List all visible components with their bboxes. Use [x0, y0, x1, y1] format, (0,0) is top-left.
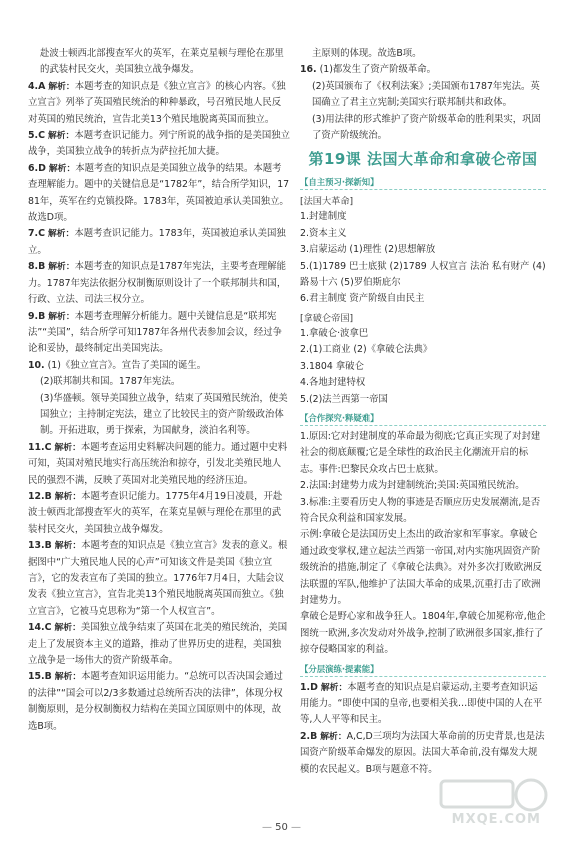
answer-line: 2.法国:封建势力成为封建制统治;美国:英国殖民统治。	[300, 480, 525, 492]
answer-paragraph	[28, 440, 290, 489]
answer-number: 9.B	[28, 310, 46, 322]
answer-text: (2)英国颁布了《权利法案》;美国颁布1787年宪法。英国确立了君主立宪制;美国实行联邦制共和政体。	[312, 80, 540, 109]
left-column	[28, 46, 290, 735]
answer-text: 本题考查识记能力。1775年4月19日凌晨，开赴波士顿西北部搜查军火的英军，在莱克星顿与理伦在那里的武装村民交火，美国独立战争爆发。	[28, 490, 283, 535]
answer-line: 示例:拿破仑是法国历史上杰出的政治家和军事家。拿破仑通过政变掌权,建立起法兰西第一帝国,对内实施巩固资产阶级统治的措施,制定了《拿破仑法典》。对外多次打败欧洲反法联盟的军队,他维护了法国大革命的成果,沉重打击了欧洲封建势力。	[300, 529, 543, 606]
answer-line: 1.封建制度	[300, 211, 347, 223]
answer-paragraph	[28, 161, 290, 227]
answer-number: 14.C	[28, 622, 52, 634]
subsection-french-revolution: [法国大革命]	[300, 196, 354, 208]
answer-text: 本题考查的知识点是《独立宣言》发表的意义。根据图中“广大殖民地人民的心声”可知该文件是美国《独立宣言》，它的发表宣布了美国的独立。1776年7月4日，大陆会议发表《独立宣言》，宣告北美13个殖民地脱离英国而独立。《独立宣言》，它被马克思称为“第一个人权宣言”。	[28, 540, 288, 617]
analysis-label: 解析：	[54, 491, 82, 502]
answer-line: 拿破仑是野心家和战争狂人。1804年,拿破仑加冕称帝,他企图统一欧洲,多次发动对外战争,控制了欧洲很多国家,推行了掠夺侵略国家的利益。	[300, 611, 546, 656]
answer-text: 本题考查运用史料解决问题的能力。通过题中史料可知，英国对殖民地实行高压统治和掠夺，引发北美殖民地人民的强烈不满，反映了英国对北美殖民地的经济压迫。	[28, 441, 288, 486]
lesson-title: 第19课 法国大革命和拿破仑帝国	[308, 150, 538, 169]
analysis-label: 解析：	[320, 731, 347, 742]
section-header-preview: 【自主预习·探新知】	[300, 175, 546, 190]
answer-paragraph	[28, 46, 290, 79]
answer-paragraph	[28, 489, 290, 538]
explore-answers	[300, 429, 546, 659]
answer-text: 美国独立战争结束了英国在北美的殖民统治，美国走上了发展资本主义的道路，推动了世界历史的进程，美国独立战争是一场伟大的资产阶级革命。	[28, 622, 288, 667]
answer-paragraph	[28, 226, 290, 259]
answer-text: 赴波士顿西北部搜查军火的英军，在莱克星顿与理伦在那里的武装村民交火，美国独立战争爆发。	[40, 48, 284, 76]
answer-16-block	[300, 46, 546, 144]
analysis-label: 解析：	[47, 229, 75, 240]
section-header-explore: 【合作探究·释疑难】	[300, 411, 546, 426]
analysis-label: 解析：	[54, 442, 81, 453]
answer-line: 1.拿破仑·波拿巴	[300, 327, 369, 339]
answer-paragraph	[28, 358, 290, 374]
answer-number: 8.B	[28, 261, 46, 273]
answer-number: 6.D	[28, 162, 46, 174]
answer-paragraph	[28, 128, 290, 161]
answer-text: 本题考查的知识点是1787年宪法，主要考查理解能力。1787年宪法依据分权制衡原则设计了一个联邦制共和国，行政、立法、司法三权分立。	[28, 261, 287, 306]
answer-line: 6.君主制度 资产阶级自由民主	[300, 293, 425, 305]
answer-text: 主原则的体现。故选B项。	[312, 48, 422, 59]
answer-number: 10.	[28, 359, 45, 371]
answer-number: 16.	[300, 64, 317, 76]
answer-paragraph	[28, 391, 290, 440]
answer-text: (1)都发生了资产阶级革命。	[319, 64, 436, 76]
answer-text: 本题考查知识运用能力。“总统可以否决国会通过的法律”“国会可以2/3多数通过总统所否决的法律”，体现分权制衡原则，是分权制衡权力结构在美国立国原则中的体现，故选B项。	[28, 671, 283, 732]
answer-line: 1.原因:它对封建制度的革命最为彻底;它真正实现了对封建社会的彻底颠覆;它是全球性的政治民主化潮流开启的标志。事件:巴黎民众攻占巴士底狱。	[300, 430, 541, 475]
answer-number: 1.D	[300, 681, 318, 693]
answer-text: 本题考查识记能力。1783年，英国被迫承认美国独立。	[28, 228, 286, 256]
analysis-label: 解析：	[54, 623, 81, 634]
answer-paragraph	[28, 374, 290, 390]
preview-answers-1	[300, 209, 546, 307]
analysis-label: 解析：	[48, 81, 75, 92]
answer-text: (2)联邦制共和国。1787年宪法。	[40, 376, 181, 388]
page-number: 50	[275, 822, 288, 833]
analysis-label: 解析：	[48, 163, 76, 174]
analysis-label: 解析：	[48, 311, 75, 322]
answer-text: 本题考查的知识点是美国独立战争的结果。本题考查理解能力。题中的关键信息是“1782年”，结合所学知识，1781年，英军在约克镇投降。1783年，英国被迫承认美国独立。故选D项。	[28, 162, 290, 224]
answer-paragraph	[300, 112, 546, 145]
answer-number: 15.B	[28, 671, 52, 683]
subsection-napoleon-empire: [拿破仑帝国]	[300, 312, 354, 324]
answer-text: 本题考查的知识点是《独立宣言》的核心内容。《独立宣言》列举了英国殖民统治的种种暴政，号召殖民地人民反对英国的殖民统治，宣告北美13个殖民地脱离英国而独立。	[28, 80, 286, 125]
answer-line: 3.启蒙运动 (1)理性 (2)思想解放	[300, 244, 436, 256]
answer-text: 本题考查识记能力。列宁所说的战争指的是美国独立战争，美国独立战争的转折点为萨拉托加大捷。	[28, 130, 290, 158]
answer-line: 5.(1)1789 巴士底狱 (2)1789 人权宣言 法治 私有财产 (4)路易十六 (5)罗伯斯庇尔	[300, 260, 546, 289]
answer-text: (3)用法律的形式维护了资产阶级革命的胜利果实，巩固了资产阶级统治。	[312, 113, 541, 142]
analysis-label: 解析：	[54, 541, 82, 552]
answer-text: A,C,D三项均为法国大革命前的历史背景,也是法国资产阶级革命爆发的原因。法国大革命前,没有爆发大规模的农民起义。B项与题意不符。	[300, 730, 545, 775]
practice-answers	[300, 680, 546, 778]
answer-text: 本题考查理解分析能力。题中关键信息是“联邦宪法”“美国”，结合所学可知1787年各州代表参加会议，经过争论和妥协，最终制定出美国宪法。	[28, 310, 283, 355]
answer-paragraph	[28, 79, 290, 128]
answer-line: 2.(1)工商业 (2)《拿破仑法典》	[300, 344, 433, 356]
answer-number: 12.B	[28, 490, 52, 502]
analysis-label: 解析：	[320, 682, 348, 693]
analysis-label: 解析：	[47, 131, 75, 142]
answer-number: 2.B	[300, 730, 318, 742]
answer-line: 3.1804 拿破仑	[300, 360, 364, 372]
answer-paragraph	[300, 79, 546, 112]
page-footer: — 50 —	[261, 822, 302, 833]
answer-number: 4.A	[28, 80, 46, 92]
analysis-label: 解析：	[54, 672, 82, 683]
answer-paragraph	[300, 46, 546, 62]
watermark-logo	[427, 775, 555, 831]
answer-paragraph	[300, 729, 546, 778]
answer-paragraph	[28, 669, 290, 735]
answer-number: 13.B	[28, 540, 52, 552]
answer-text: (3)华盛顿。领导美国独立战争，结束了英国殖民统治，使美国独立；主持制定宪法，建立了比较民主的资产阶级政治体制。开拓进取，勇于探索，为国献身，淡泊名利等。	[40, 392, 288, 437]
answer-line: 3.标准:主要看历史人物的事迹是否顺应历史发展潮流,是否符合民众利益和国家发展。	[300, 496, 541, 524]
analysis-label: 解析：	[48, 262, 75, 273]
section-header-practice: 【分层演练·提素能】	[300, 662, 546, 677]
answer-text: 本题考查的知识点是启蒙运动,主要考查知识运用能力。“即使中国的皇帝,也要相关我…即使中国的人在平等,人人平等和民主。	[300, 681, 543, 726]
answer-line: 5.(2)法兰西第一帝国	[300, 393, 388, 405]
answer-line: 4.各地封建特权	[300, 377, 366, 389]
answer-line: 2.资本主义	[300, 227, 347, 239]
preview-answers-2	[300, 326, 546, 408]
answer-paragraph	[28, 259, 290, 308]
right-column	[300, 46, 546, 778]
answer-paragraph	[300, 62, 546, 78]
answer-paragraph	[300, 680, 546, 729]
watermark-text: MXQE.COM	[451, 812, 541, 827]
answer-number: 5.C	[28, 130, 45, 142]
answer-number: 11.C	[28, 441, 52, 453]
answer-text: (1)《独立宣言》。宣告了美国的诞生。	[47, 359, 207, 371]
answer-paragraph	[28, 620, 290, 669]
answer-number: 7.C	[28, 228, 45, 240]
answer-paragraph	[28, 538, 290, 620]
answer-paragraph	[28, 309, 290, 358]
